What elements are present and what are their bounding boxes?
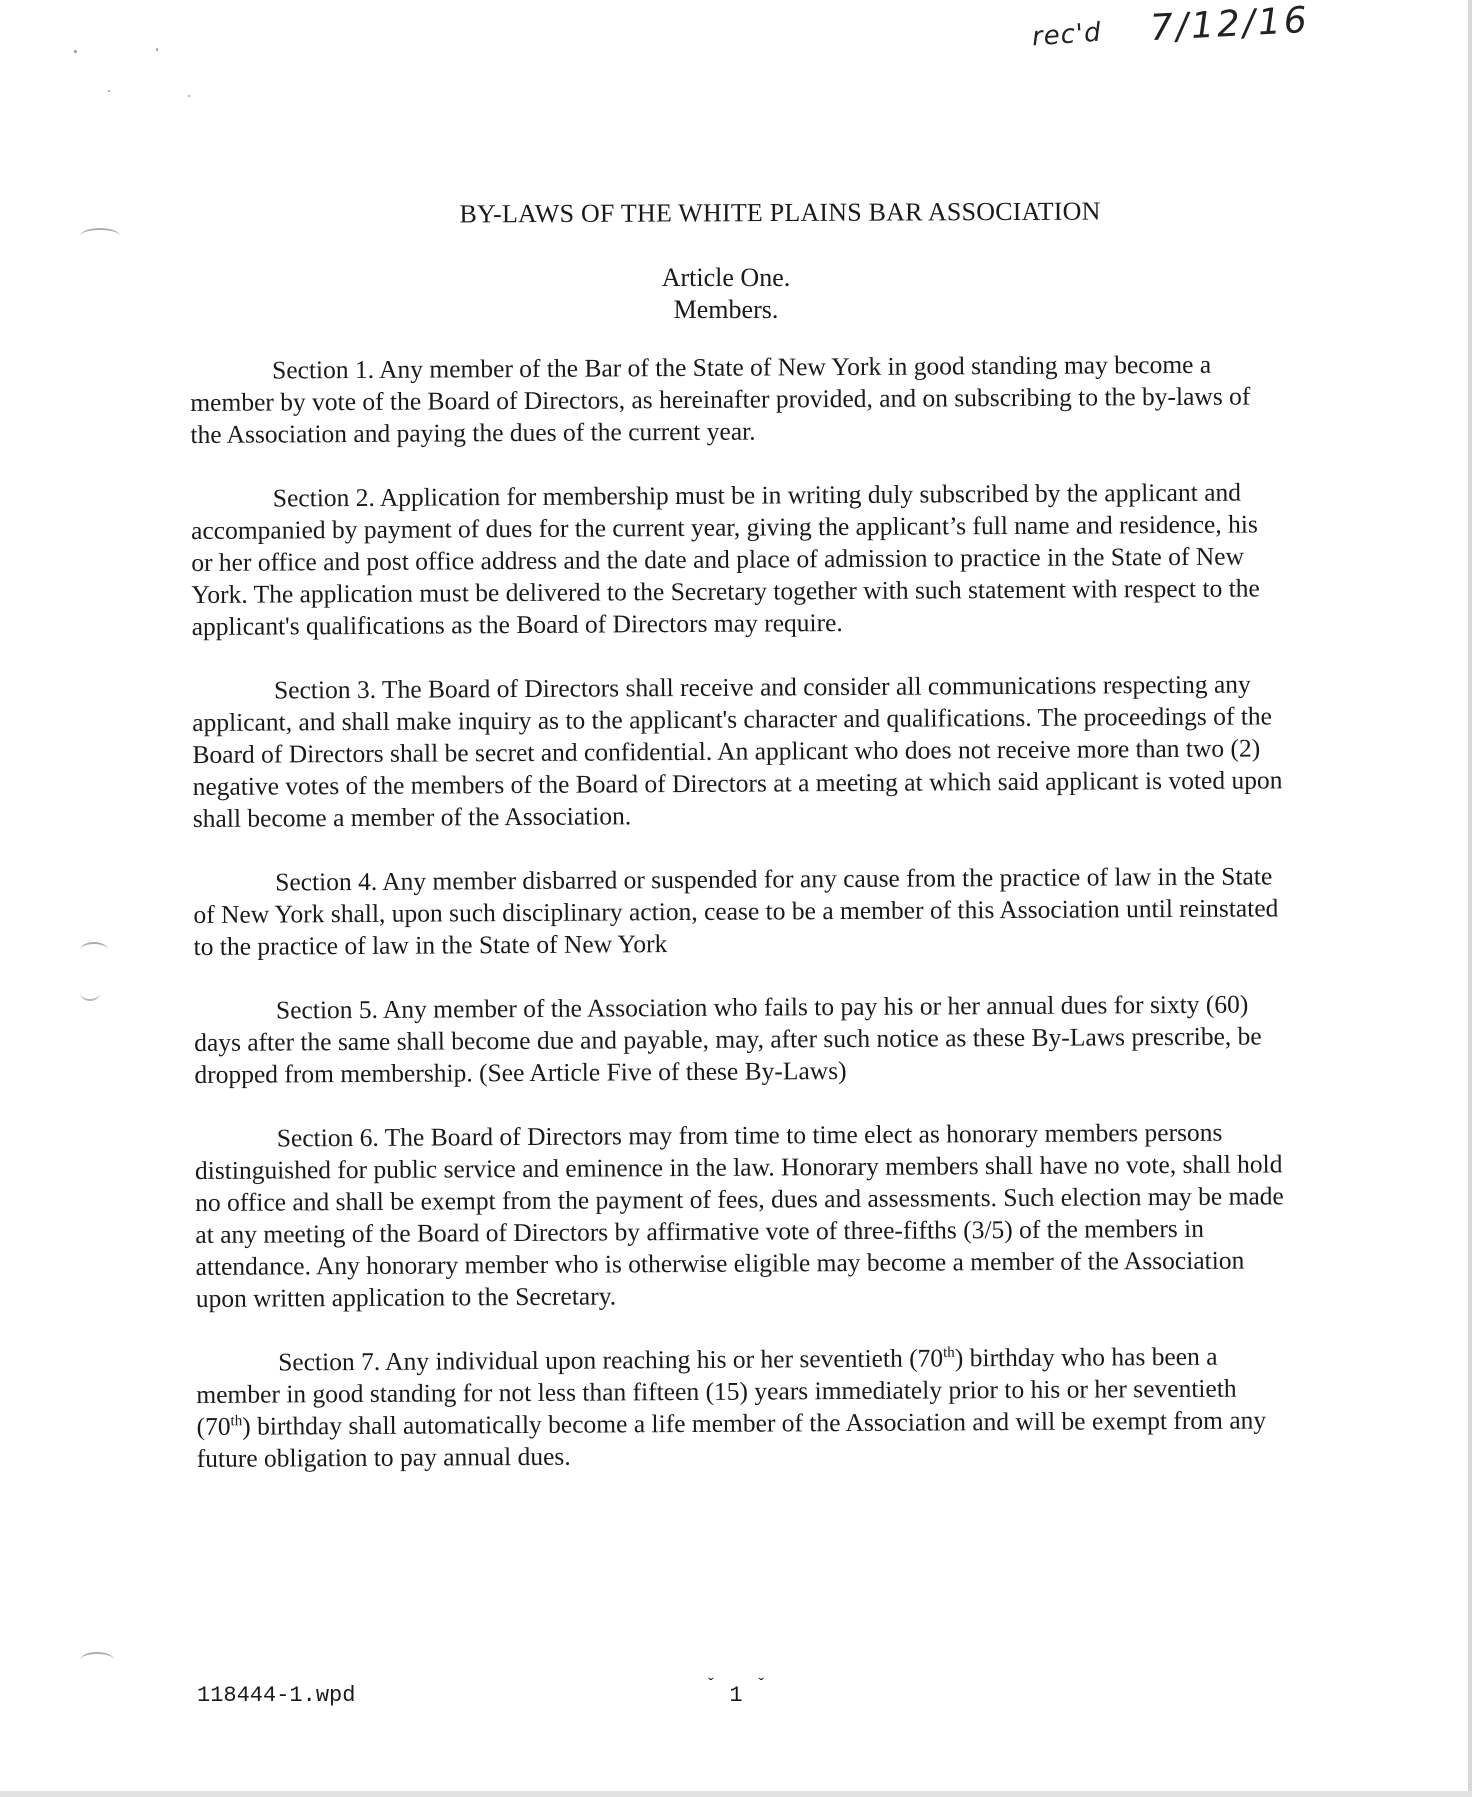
- section-1: Section 1. Any member of the Bar of the State of New York in good standing may become a member by vote of the Board of Directors, as hereinafter provided, and on subscribing to the by-laws of the Association and paying the dues of the current year.: [190, 349, 1251, 449]
- article-heading: [0, 262, 1452, 326]
- handwritten-received-note: rec'd: [1031, 17, 1103, 53]
- ordinal-suffix: th: [943, 1344, 955, 1361]
- punch-hole-mark: [80, 1652, 114, 1668]
- section-7-text-a: Section 7. Any individual upon reaching his or her seventieth (70: [278, 1343, 944, 1377]
- document-body: [190, 348, 1287, 1507]
- punch-hole-mark: [80, 942, 108, 958]
- footer-file-name: 118444-1.wpd: [197, 1683, 356, 1708]
- scan-edge-right: [1468, 0, 1472, 1797]
- scan-speck: [188, 95, 190, 97]
- section-4: Section 4. Any member disbarred or suspended for any cause from the practice of law in the State of New York shall, upon such disciplinary action, cease to be a member of this Association until reinstated to the practice of law in the State of New York: [193, 861, 1279, 961]
- section-2: Section 2. Application for membership must be in writing duly subscribed by the applicant and accompanied by payment of dues for the current year, giving the applicant’s full name and residence, his or her office and post office address and the date and place of admission to practice in the State of New York. The application must be delivered to the Secretary together with such statement with respect to the applicant's qualifications as the Board of Directors may require.: [190, 477, 1260, 641]
- section-7-text-c: ) birthday shall automatically become a life member of the Association and will be exempt from any future obligation to pay annual dues.: [196, 1405, 1267, 1473]
- punch-hole-mark: [80, 985, 100, 1001]
- section-7-text-b: ) birthday who has been a member in good standing for not less than fifteen (15) years immediately prior to his or her seventieth (70: [196, 1341, 1237, 1441]
- page-number: 1: [729, 1683, 743, 1708]
- footer-page-number: $^ˇ$ 1 $^ˇ$: [705, 1677, 767, 1708]
- ordinal-suffix: th: [230, 1413, 243, 1430]
- article-name: Members.: [673, 295, 779, 324]
- section-6: Section 6. The Board of Directors may from time to time elect as honorary members persons distinguished for public service and eminence in the law. Honorary members shall have no vote, shall hold no office and shall be exempt from the payment of fees, dues and assessments. Such election may be made at any meeting of the Board of Directors by affirmative vote of three-fifths (3/5) of the members in attendance. Any honorary member who is otherwise eligible may become a member of the Association upon written application to the Secretary.: [194, 1117, 1284, 1313]
- scan-edge-bottom: [0, 1791, 1472, 1797]
- scan-speck: [156, 48, 158, 51]
- scan-speck: [74, 50, 77, 53]
- document-title: BY-LAWS OF THE WHITE PLAINS BAR ASSOCIATION: [459, 196, 1101, 229]
- section-5: Section 5. Any member of the Association who fails to pay his or her annual dues for sixty (60) days after the same shall become due and payable, may, after such notice as these By-Laws prescribe, be dropped from membership. (See Article Five of these By-Laws): [194, 989, 1262, 1089]
- section-7: [196, 1340, 1287, 1475]
- article-number: Article One.: [661, 263, 791, 292]
- scan-speck: [108, 90, 110, 92]
- handwritten-date: 7/12/16: [1149, 0, 1311, 50]
- section-3: Section 3. The Board of Directors shall receive and consider all communications respecting any applicant, and shall make inquiry as to the applicant's character and qualifications. The proceedings of the Board of Directors shall be secret and confidential. An applicant who does not receive more than two (2) negative votes of the members of the Board of Directors at a meeting at which said applicant is voted upon shall become a member of the Association.: [192, 669, 1283, 833]
